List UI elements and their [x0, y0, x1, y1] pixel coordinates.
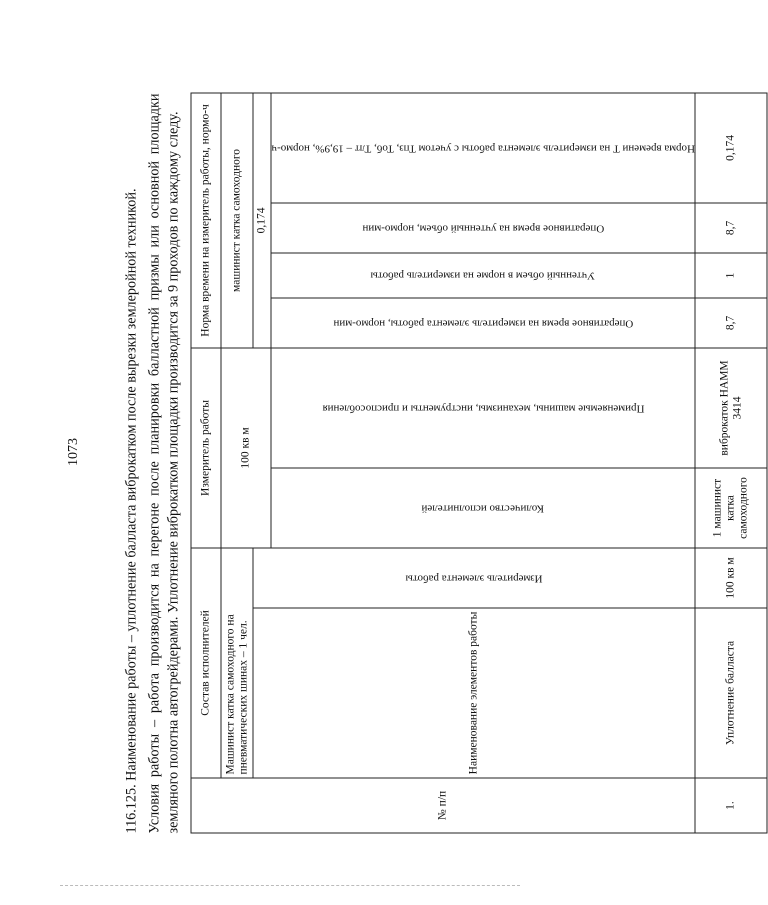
header-volume [271, 253, 695, 298]
header-norm-time-total [271, 93, 695, 203]
row-volume: 1 [695, 253, 767, 298]
header-machines-text: Применяемые машины, механизмы, инструменты и приспособления [322, 402, 645, 415]
header-norm-operator: машинист катка самоходного [221, 93, 253, 348]
row-machine: виброкаток HAMM 3414 [695, 348, 767, 468]
header-element-measure-text: Измеритель элемента работы [405, 572, 543, 585]
row-no: 1. [695, 778, 767, 833]
row-measure: 100 кв м [695, 548, 767, 608]
table-row [695, 93, 767, 833]
work-heading: 116.125. Наименование работы – уплотнение балласта виброкатком после вырезки землеройной техникой. [123, 188, 140, 834]
scan-edge-line [60, 885, 520, 886]
header-norm-time-total-text: Норма времени Т на измеритель элемента работы с учетом Тпз, Тоб, Тлт – 19,9%, нормо-ч [271, 142, 695, 155]
header-work-measure-value: 100 кв м [221, 348, 271, 548]
header-volume-text: Учтенный объем в норме на измеритель работы [370, 269, 596, 282]
header-norm-time: Норма времени на измеритель работы, нормо-ч [191, 93, 221, 348]
header-norm-value: 0,174 [253, 93, 271, 348]
row-op-time: 8,7 [695, 298, 767, 348]
header-work-measure: Измеритель работы [191, 348, 221, 548]
header-op-time-element-text: Оперативное время на измеритель элемента работы, нормо-мин [333, 317, 634, 330]
header-performers-count-text: Количество исполнителей [421, 502, 545, 515]
header-performers-count [271, 468, 695, 548]
page-number: 1073 [66, 438, 81, 466]
header-op-time-volume [271, 203, 695, 253]
header-composition: Состав исполнителей [191, 548, 221, 778]
header-machines [271, 348, 695, 468]
header-op-time-element [271, 298, 695, 348]
row-name: Уплотнение балласта [695, 608, 767, 778]
row-norm-time: 0,174 [695, 93, 767, 203]
row-performers: 1 машинист катка самоходного [695, 468, 767, 548]
header-performer-desc: Машинист катка самоходного на пневматических шинах – 1 чел. [221, 548, 253, 778]
norm-table [191, 92, 768, 833]
header-op-time-volume-text: Оперативное время на учтенный объем, нормо-мин [362, 222, 605, 235]
rotated-document-block [123, 93, 750, 834]
row-op-time-volume: 8,7 [695, 203, 767, 253]
header-element-name: Наименование элементов работы [253, 608, 695, 778]
header-col-no: № п/п [191, 778, 695, 833]
header-element-measure [253, 548, 695, 608]
work-conditions: Условия работы – работа производится на перегоне после планировки балластной призмы или основной площадки земляного полотна автогрейдерами. Уплотнение виброкатком площадки производится за 9 проходов по каждому следу. [146, 93, 182, 834]
